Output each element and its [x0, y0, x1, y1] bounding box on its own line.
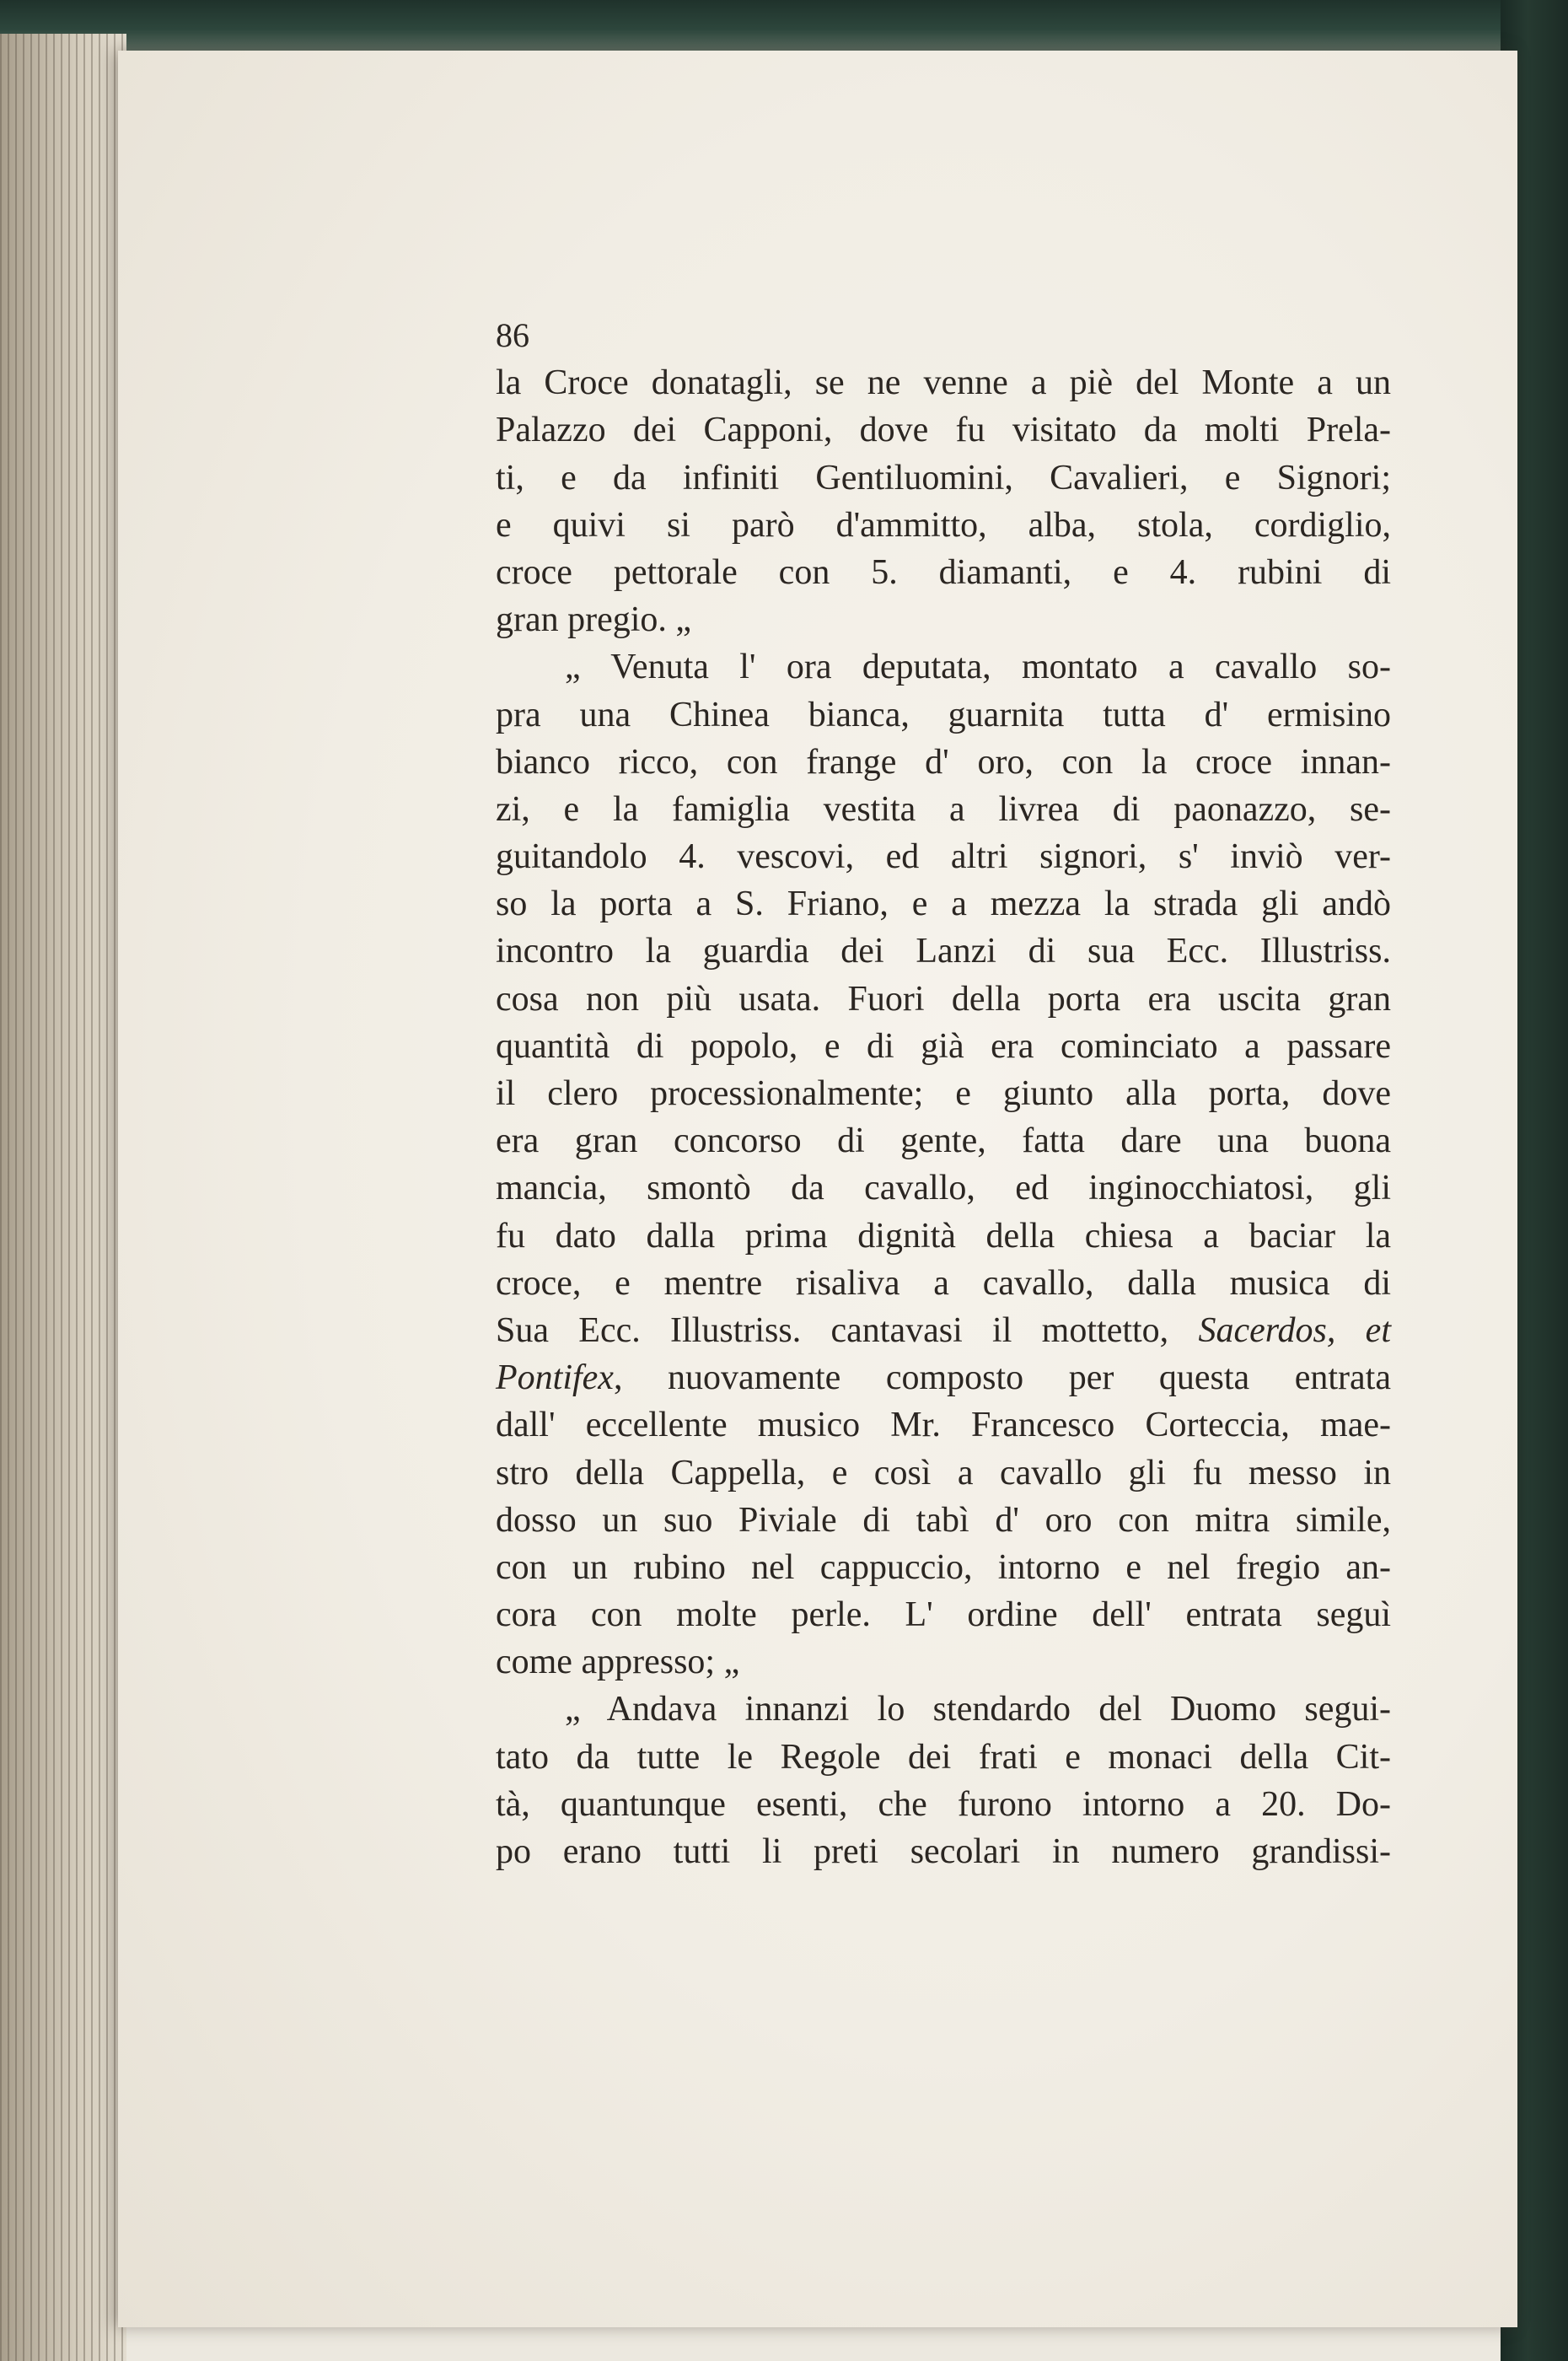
text-line: gran pregio. „: [496, 600, 692, 640]
text-line: cosa non più usata. Fuori della porta era uscita gran: [496, 979, 1391, 1019]
text-line: stro della Cappella, e così a cavallo gli fu messo in: [496, 1453, 1391, 1492]
text-line: era gran concorso di gente, fatta dare una buona: [496, 1121, 1391, 1161]
text-line: croce pettorale con 5. diamanti, e 4. rubini di: [496, 552, 1391, 592]
text-line: tato da tutte le Regole dei frati e monaci della Cit-: [496, 1737, 1391, 1777]
text-line: dosso un suo Piviale di tabì d' oro con mitra simile,: [496, 1500, 1391, 1540]
text-line: so la porta a S. Friano, e a mezza la strada gli andò: [496, 885, 1391, 924]
text-line: Palazzo dei Capponi, dove fu visitato da molti Prela-: [496, 411, 1391, 450]
text-line: zi, e la famiglia vestita a livrea di paonazzo, se-: [496, 789, 1391, 829]
text-line-with-italic: [496, 1307, 1391, 1354]
italic-run: Pontifex: [496, 1358, 614, 1398]
italic-run: Sacerdos, et: [1198, 1310, 1391, 1350]
text-run: Sua Ecc. Illustriss. cantavasi il mottetto,: [496, 1310, 1199, 1350]
text-line: bianco ricco, con frange d' oro, con la croce innan-: [496, 742, 1391, 782]
text-line: con un rubino nel cappuccio, intorno e nel fregio an-: [496, 1547, 1391, 1587]
text-line: pra una Chinea bianca, guarnita tutta d' ermisino: [496, 695, 1391, 734]
text-line: cora con molte perle. L' ordine dell' entrata seguì: [496, 1595, 1391, 1635]
book-cover-top: [0, 0, 1568, 51]
text-line: „ Andava innanzi lo stendardo del Duomo segui-: [565, 1690, 1391, 1729]
text-line: croce, e mentre risaliva a cavallo, dalla musica di: [496, 1263, 1391, 1303]
text-line: ti, e da infiniti Gentiluomini, Cavalieri, e Signori;: [496, 458, 1391, 497]
text-line: come appresso; „: [496, 1643, 740, 1682]
text-line: quantità di popolo, e di già era cominciato a passare: [496, 1026, 1391, 1066]
text-line: il clero processionalmente; e giunto alla porta, dove: [496, 1074, 1391, 1113]
text-line: guitandolo 4. vescovi, ed altri signori, s' inviò ver-: [496, 837, 1391, 877]
text-line: po erano tutti li preti secolari in numero grandissi-: [496, 1832, 1391, 1871]
text-line: fu dato dalla prima dignità della chiesa a baciar la: [496, 1216, 1391, 1256]
text-run: , nuovamente composto per questa entrata: [613, 1358, 1391, 1398]
text-line: „ Venuta l' ora deputata, montato a cavallo so-: [565, 648, 1391, 687]
text-line: e quivi si parò d'ammitto, alba, stola, cordiglio,: [496, 505, 1391, 545]
page-stack-edges: [0, 34, 126, 2361]
text-line: dall' eccellente musico Mr. Francesco Corteccia, mae-: [496, 1406, 1391, 1445]
text-line-with-italic: [496, 1354, 1391, 1401]
page-number: 86: [496, 316, 529, 354]
text-line: incontro la guardia dei Lanzi di sua Ecc. Illustriss.: [496, 932, 1391, 971]
text-line: la Croce donatagli, se ne venne a piè del Monte a un: [496, 363, 1391, 403]
text-line: tà, quantunque esenti, che furono intorno a 20. Do-: [496, 1784, 1391, 1824]
page-text-block: [496, 312, 1391, 1875]
text-line: mancia, smontò da cavallo, ed inginocchiatosi, gli: [496, 1169, 1391, 1208]
